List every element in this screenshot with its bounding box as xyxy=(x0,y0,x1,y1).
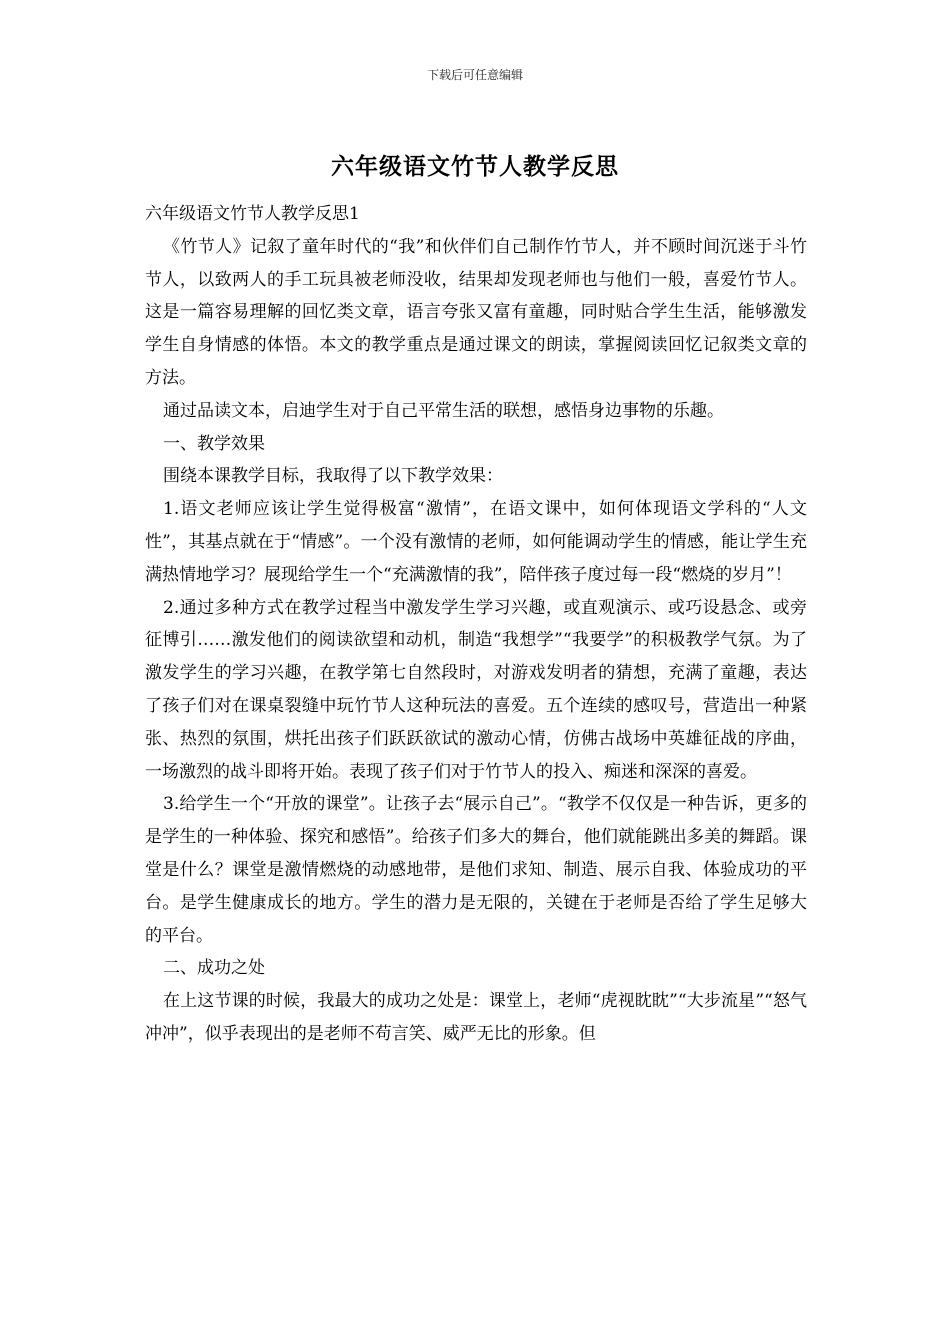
paragraph: 六年级语文竹节人教学反思1 xyxy=(145,204,360,224)
section-heading: 二、成功之处 xyxy=(163,958,265,979)
paragraph: 3.给学生一个“开放的课堂”。让孩子去“展示自己”。“教学不仅仅是一种告诉，更多的是学生的一种体验、探究和感悟”。给孩子们多大的舞台，他们就能跳出多美的舞蹈。课堂是什么？课堂是激情燃烧的动感地带，是他们求知、制造、展示自我、体验成功的平台。是学生健康成长的地方。学生的潜力是无限的，关键在于老师是否给了学生足够大的平台。 xyxy=(145,794,807,946)
paragraph: 在上这节课的时候，我最大的成功之处是：课堂上，老师“虎视眈眈”“大步流星”“怒气冲冲”，似乎表现出的是老师不苟言笑、威严无比的形象。但 xyxy=(145,991,807,1044)
section-heading: 一、教学效果 xyxy=(163,433,265,454)
paragraph: 1.语文老师应该让学生觉得极富“激情”，在语文课中，如何体现语文学科的“人文性”，其基点就在于“情感”。一个没有激情的老师，如何能调动学生的情感，能让学生充满热情地学习？展现给学生一个“充满激情的我”，陪伴孩子度过每一段“燃烧的岁月”！ xyxy=(145,499,807,585)
paragraph: 围绕本课教学目标，我取得了以下教学效果： xyxy=(163,466,503,487)
paragraph: 通过品读文本，启迪学生对于自己平常生活的联想，感悟身边事物的乐趣。 xyxy=(163,400,724,421)
header-note: 下载后可任意编辑 xyxy=(426,68,523,82)
paragraph: 2.通过多种方式在教学过程当中激发学生学习兴趣，或直观演示、或巧设悬念、或旁征博引……激发他们的阅读欲望和动机，制造“我想学”“我要学”的积极教学气氛。为了激发学生的学习兴趣，在教学第七自然段时，对游戏发明者的猜想，充满了童趣，表达了孩子们对在课桌裂缝中玩竹节人这种玩法的喜爱。五个连续的感叹号，营造出一种紧张、热烈的氛围，烘托出孩子们跃跃欲试的激动心情，仿佛古战场中英雄征战的序曲，一场激烈的战斗即将开始。表现了孩子们对于竹节人的投入、痴迷和深深的喜爱。 xyxy=(145,597,807,782)
document-title: 六年级语文竹节人教学反思 xyxy=(331,153,619,180)
document-body xyxy=(145,198,807,1051)
paragraph: 《竹节人》记叙了童年时代的“我”和伙伴们自己制作竹节人，并不顾时间沉迷于斗竹节人，以致两人的手工玩具被老师没收，结果却发现老师也与他们一般，喜爱竹节人。这是一篇容易理解的回忆类文章，语言夸张又富有童趣，同时贴合学生生活，能够激发学生自身情感的体悟。本文的教学重点是通过课文的朗读，掌握阅读回忆记叙类文章的方法。 xyxy=(145,236,807,388)
